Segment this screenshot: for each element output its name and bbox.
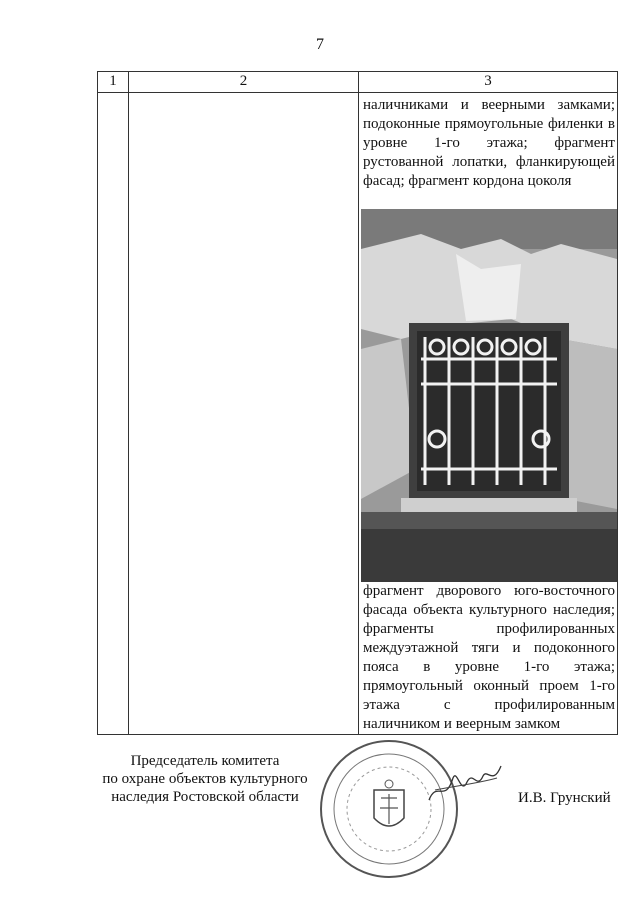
signatory-position	[95, 752, 315, 806]
description-top: наличниками и веерными замками; подоконные прямоугольные филенки в уровне 1-го этажа; фрагмент рустованной лопатки, фланкирующей фасад; фрагмент кордона цоколя	[363, 97, 615, 189]
table-header-row	[98, 72, 618, 93]
header-col-3: 3	[359, 72, 618, 93]
cell-col-2	[129, 93, 359, 735]
cell-col-3	[359, 93, 618, 735]
position-line: по охране объектов культурного	[102, 771, 308, 787]
heritage-table	[97, 71, 618, 735]
cell-col-1	[98, 93, 129, 735]
position-line: Председатель комитета	[130, 753, 280, 769]
header-col-2: 2	[129, 72, 359, 93]
page-number: 7	[316, 36, 324, 53]
table-row	[98, 93, 618, 735]
description-bottom: фрагмент дворового юго-восточного фасада объекта культурного наследия; фрагменты профилированных междуэтажной тяги и подоконного пояса в уровне 1-го этажа; прямоугольный оконный проем 1-го этажа с профилированным наличником и веерным замком	[363, 583, 615, 732]
signer-name: И.В. Грунский	[518, 790, 611, 806]
facade-window-photo	[361, 209, 617, 582]
position-line: наследия Ростовской области	[111, 789, 299, 805]
header-col-1: 1	[98, 72, 129, 93]
handwritten-signature	[425, 760, 505, 810]
